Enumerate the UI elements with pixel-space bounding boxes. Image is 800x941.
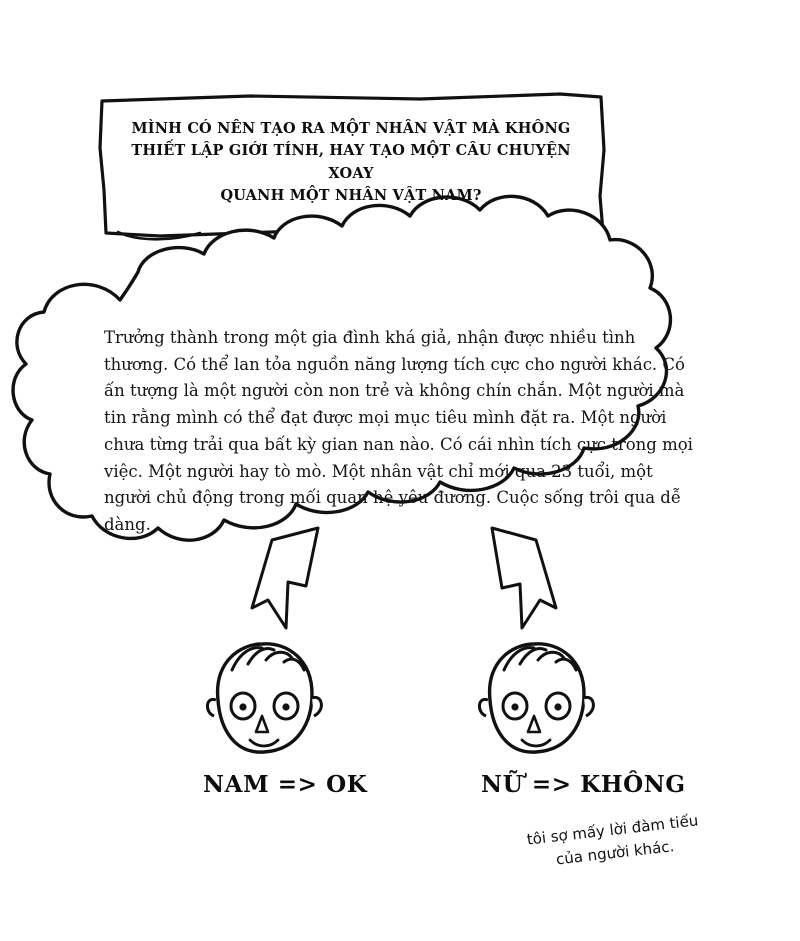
arrow-left (252, 528, 318, 628)
face-male (207, 644, 321, 752)
handwritten-note-text: tôi sợ mấy lời đàm tiếu của người khác. (525, 811, 700, 868)
arrow-right (492, 528, 556, 628)
question-text: MÌNH CÓ NÊN TẠO RA MỘT NHÂN VẬT MÀ KHÔNG THIẾT LẬP GIỚI TÍNH, HAY TẠO MỘT CÂU CHUYỆN XOAY QUANH MỘT NHÂN VẬT NAM? (131, 120, 571, 205)
label-female: NỮ => KHÔNG (481, 771, 686, 798)
thought-cloud-text: Trưởng thành trong một gia đình khá giả, nhận được nhiều tình thương. Có thể lan tỏa nguồn năng lượng tích cực cho người khác. Có ấn tượng là một người còn non trẻ và không chín chắn. Một người mà tin rằng mình có thể đạt được mọi mục tiêu mình đặt ra. Một người chưa từng trải qua bất kỳ gian nan nào. Có cái nhìn tích cực trong mọi việc. Một người hay tò mò. Một nhân vật chỉ mới qua 23 tuổi, một người chủ động trong mối quan hệ yêu đương. Cuộc sống trôi qua dễ dàng. (104, 328, 693, 535)
label-male: NAM => OK (203, 771, 368, 798)
thought-cloud-outline (13, 196, 670, 540)
face-female (479, 644, 593, 752)
